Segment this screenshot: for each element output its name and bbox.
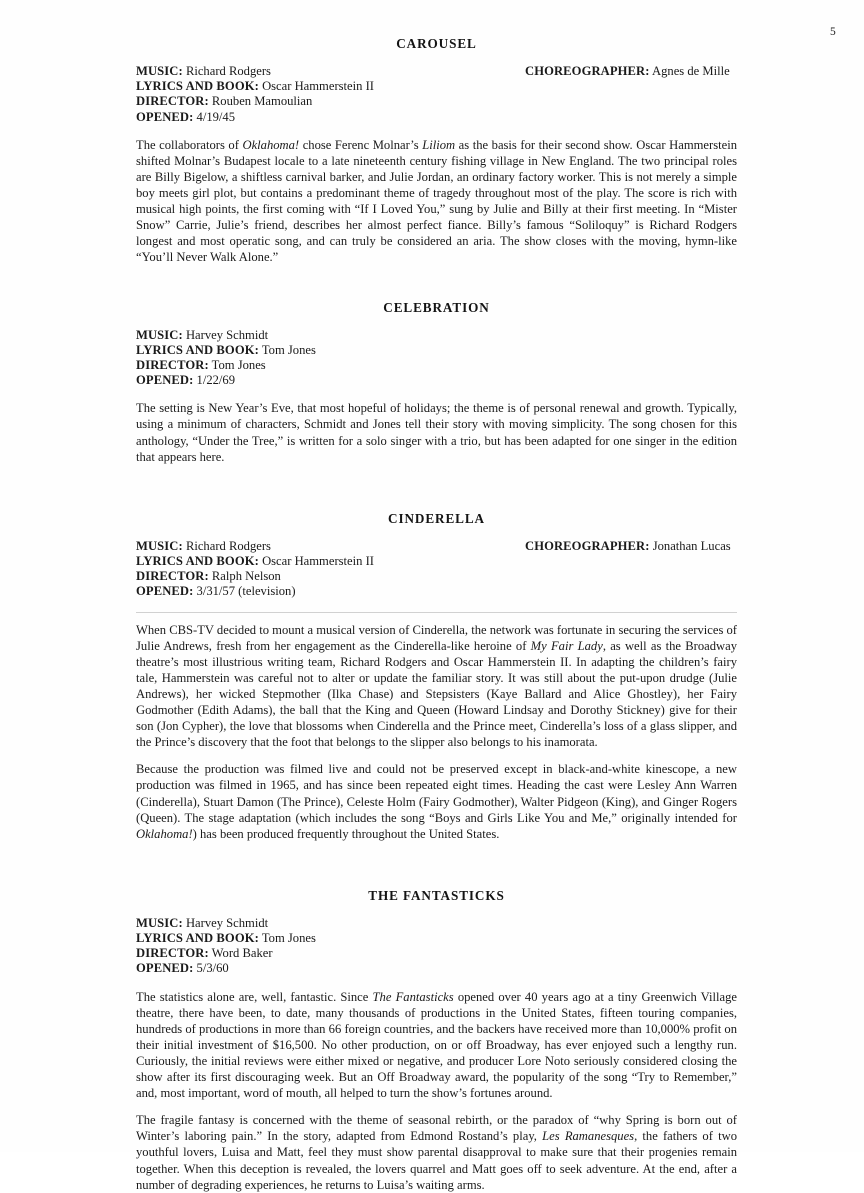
credit-director xyxy=(136,94,737,109)
credit-opened xyxy=(136,110,737,125)
credit-label-music: MUSIC: xyxy=(136,64,183,78)
credit-director xyxy=(136,358,737,373)
credit-label-opened: OPENED: xyxy=(136,373,194,388)
text-run: The collaborators of xyxy=(136,137,243,152)
credit-value-lyrics-and-book: Oscar Hammerstein II xyxy=(262,553,374,568)
document-content xyxy=(136,36,737,1193)
credit-value-lyrics-and-book: Tom Jones xyxy=(261,342,316,357)
credit-choreographer xyxy=(525,64,730,79)
credit-label-director: DIRECTOR: xyxy=(136,94,209,109)
credit-label-music: MUSIC: xyxy=(136,327,183,342)
credit-lyrics-and-book xyxy=(136,931,737,946)
text-run: , as well as the Broadway theatre’s most illustrious writing team, Richard Rodgers and Oscar Hammerstein II. In adapting the children’s fairy tale, Hammerstein was careful not to alter or update the familiar story. It was still about the put-upon drudge (Julie Andrews), her wicked Stepmother (Ilka Chase) and Stepsisters (Kaye Ballard and Alice Ghostley), her Fairy Godmother (Edith Adams), the ball that the King and Queen (Howard Lindsay and Dorothy Stickney) give for their son (Jon Cypher), the love that blossoms when Cinderella and the Prince meet, Cinderella’s loss of a glass slipper, and the Prince’s discovery that the foot that belongs to the slipper also belongs to his inamorata. xyxy=(136,638,737,750)
paragraph-fantasticks-1 xyxy=(136,989,737,1102)
credit-value-lyrics-and-book: Tom Jones xyxy=(261,930,316,945)
credit-label-opened: OPENED: xyxy=(136,584,194,599)
credits-carousel xyxy=(136,64,737,125)
credit-label-lyrics-and-book: LYRICS AND BOOK: xyxy=(136,342,259,357)
credit-value-choreographer: Jonathan Lucas xyxy=(652,538,731,553)
paragraph-celebration-1: The setting is New Year’s Eve, that most hopeful of holidays; the theme is of personal renewal and growth. Typically, using a minimum of characters, Schmidt and Jones tell their story with moving simplicity. The song chosen for this anthology, “Under the Tree,” is written for a solo singer with a trio, but has been adapted for one singer in the edition that appears here. xyxy=(136,401,737,464)
credit-opened xyxy=(136,373,737,388)
credit-opened xyxy=(136,961,737,976)
credit-value-choreographer: Agnes de Mille xyxy=(652,64,730,78)
paragraph-cinderella-2 xyxy=(136,761,737,841)
section-spacer xyxy=(136,842,737,888)
credit-value-director: Ralph Nelson xyxy=(211,569,281,584)
text-run: When CBS-TV decided to mount a musical version of Cinderella, the network was fortunate in securing the services of Julie Andrews, fresh from her engagement as the Cinderella-like heroine of xyxy=(136,622,737,653)
text-run: Because the production was filmed live and could not be preserved except in black-and-white kinescope, a new production was filmed in 1965, and has since been repeated eight times. Heading the cast were Lesley Ann Warren (Cinderella), Stuart Damon (The Prince), Celeste Holm (Fairy Godmother), Walter Pidgeon (King), and Ginger Rogers (Queen). The stage adaptation (which includes the song “Boys and Girls Like You and Me,” originally intended for xyxy=(136,762,737,825)
text-run: chose Ferenc Molnar’s xyxy=(299,137,423,152)
show-title-cinderella: CINDERELLA xyxy=(388,510,485,526)
credit-label-director: DIRECTOR: xyxy=(136,357,209,372)
credit-lyrics-and-book xyxy=(136,554,737,569)
show-title-celebration: CELEBRATION xyxy=(383,299,490,315)
credit-label-opened: OPENED: xyxy=(136,961,194,976)
credits-cinderella xyxy=(136,539,737,600)
credit-label-director: DIRECTOR: xyxy=(136,569,209,584)
title-italic-liliom: Liliom xyxy=(422,137,456,152)
text-run: , the fathers of two youthful lovers, Luisa and Matt, feel they must show parental disapproval to make sure that their progenies remain together. When this deception is revealed, the lovers quarrel and Matt goes off to seek adventure. At the end, after a number of degrading experiences, he returns to Luisa’s waiting arms. xyxy=(136,1129,737,1192)
credit-value-opened: 3/31/57 (television) xyxy=(196,584,296,599)
credit-label-lyrics-and-book: LYRICS AND BOOK: xyxy=(136,930,259,945)
title-italic-my-fair-lady: My Fair Lady xyxy=(530,638,603,653)
horizontal-rule xyxy=(136,612,737,613)
paragraph-cinderella-1 xyxy=(136,622,737,751)
title-italic-oklahoma: Oklahoma! xyxy=(242,137,300,152)
credit-value-music: Harvey Schmidt xyxy=(185,327,269,342)
credit-label-director: DIRECTOR: xyxy=(136,946,209,961)
credit-value-director: Word Baker xyxy=(211,946,273,961)
credit-label-opened: OPENED: xyxy=(136,109,194,124)
credit-label-choreographer: CHOREOGRAPHER: xyxy=(525,538,650,553)
credit-label-lyrics-and-book: LYRICS AND BOOK: xyxy=(136,553,259,568)
credit-choreographer xyxy=(525,539,731,554)
credit-director xyxy=(136,569,737,584)
title-italic-les-ramanesques: Les Ramanesques xyxy=(542,1129,635,1144)
show-title-fantasticks: THE FANTASTICKS xyxy=(368,887,505,903)
credits-celebration xyxy=(136,328,737,389)
credit-label-lyrics-and-book: LYRICS AND BOOK: xyxy=(136,79,259,94)
section-spacer xyxy=(136,465,737,511)
credit-value-opened: 1/22/69 xyxy=(196,373,236,388)
credit-lyrics-and-book xyxy=(136,79,737,94)
section-celebration xyxy=(136,300,737,465)
text-run: opened over 40 years ago at a tiny Greenwich Village theatre, there have been, to date, many thousands of productions in the United States, fifteen touring companies, hundreds of productions in more than 66 foreign countries, and the backers have received more than 10,000% profit on their initial investment of $16,500. No other production, on or off Broadway, has ever enjoyed such a lengthy run. Curiously, the initial reviews were either mixed or negative, and producer Lore Noto seriously considered closing the show after its first discouraging week. But an Off Broadway award, the popularity of the song “Try to Remember,” and, most important, word of mouth, all helped to turn the show’s fortunes around. xyxy=(136,989,737,1101)
credit-director xyxy=(136,946,737,961)
credit-music xyxy=(136,916,737,931)
page-number: 5 xyxy=(830,26,836,38)
text-run: as the basis for their second show. Oscar Hammerstein shifted Molnar’s Budapest locale to a late nineteenth century fishing village in New England. The two principal roles are Billy Bigelow, a shiftless carnival barker, and Julie Jordan, an ordinary factory worker. This is not merely a simple boy meets girl plot, but contains a predominant theme of tragedy throughout most of the play. The score is rich with musical high points, the first coming with “If I Loved You,” sung by Julie and Billy at their first meeting. In “Mister Snow” Carrie, Julie’s friend, describes her almost perfect fiance. Billy’s famous “Soliloquy” is Richard Rodgers longest and most operatic song, and can truly be considered an aria. The show closes with the moving, hymn-like “You’ll Never Walk Alone.” xyxy=(136,137,737,265)
show-title-carousel: CAROUSEL xyxy=(396,36,477,51)
credit-label-music: MUSIC: xyxy=(136,538,183,553)
credit-label-music: MUSIC: xyxy=(136,915,183,930)
credit-value-music: Richard Rodgers xyxy=(185,538,271,553)
paragraph-carousel-1 xyxy=(136,137,737,266)
credit-value-music: Harvey Schmidt xyxy=(185,915,269,930)
credit-value-lyrics-and-book: Oscar Hammerstein II xyxy=(262,79,374,94)
credit-value-opened: 5/3/60 xyxy=(196,961,229,976)
credits-fantasticks xyxy=(136,916,737,977)
credit-value-music: Richard Rodgers xyxy=(185,64,271,78)
section-fantasticks xyxy=(136,888,737,1193)
credit-music xyxy=(136,328,737,343)
credit-value-opened: 4/19/45 xyxy=(196,109,236,124)
credit-value-director: Rouben Mamoulian xyxy=(211,94,313,109)
credit-lyrics-and-book xyxy=(136,343,737,358)
text-run: The statistics alone are, well, fantastic. Since xyxy=(136,989,373,1004)
paragraph-fantasticks-2 xyxy=(136,1112,737,1192)
credit-opened xyxy=(136,584,737,599)
credit-label-choreographer: CHOREOGRAPHER: xyxy=(525,64,650,78)
section-cinderella xyxy=(136,511,737,842)
section-spacer xyxy=(136,266,737,300)
section-carousel xyxy=(136,36,737,266)
title-italic-oklahoma: Oklahoma! xyxy=(136,826,193,841)
text-run: ) has been produced frequently throughout the United States. xyxy=(192,826,500,841)
credit-value-director: Tom Jones xyxy=(211,357,266,372)
title-italic-the-fantasticks: The Fantasticks xyxy=(372,989,454,1004)
text-run: The fragile fantasy is concerned with the theme of seasonal rebirth, or the paradox of “why Spring is born out of Winter’s laboring pain.” In the story, adapted from Edmond Rostand’s play, xyxy=(136,1113,737,1144)
